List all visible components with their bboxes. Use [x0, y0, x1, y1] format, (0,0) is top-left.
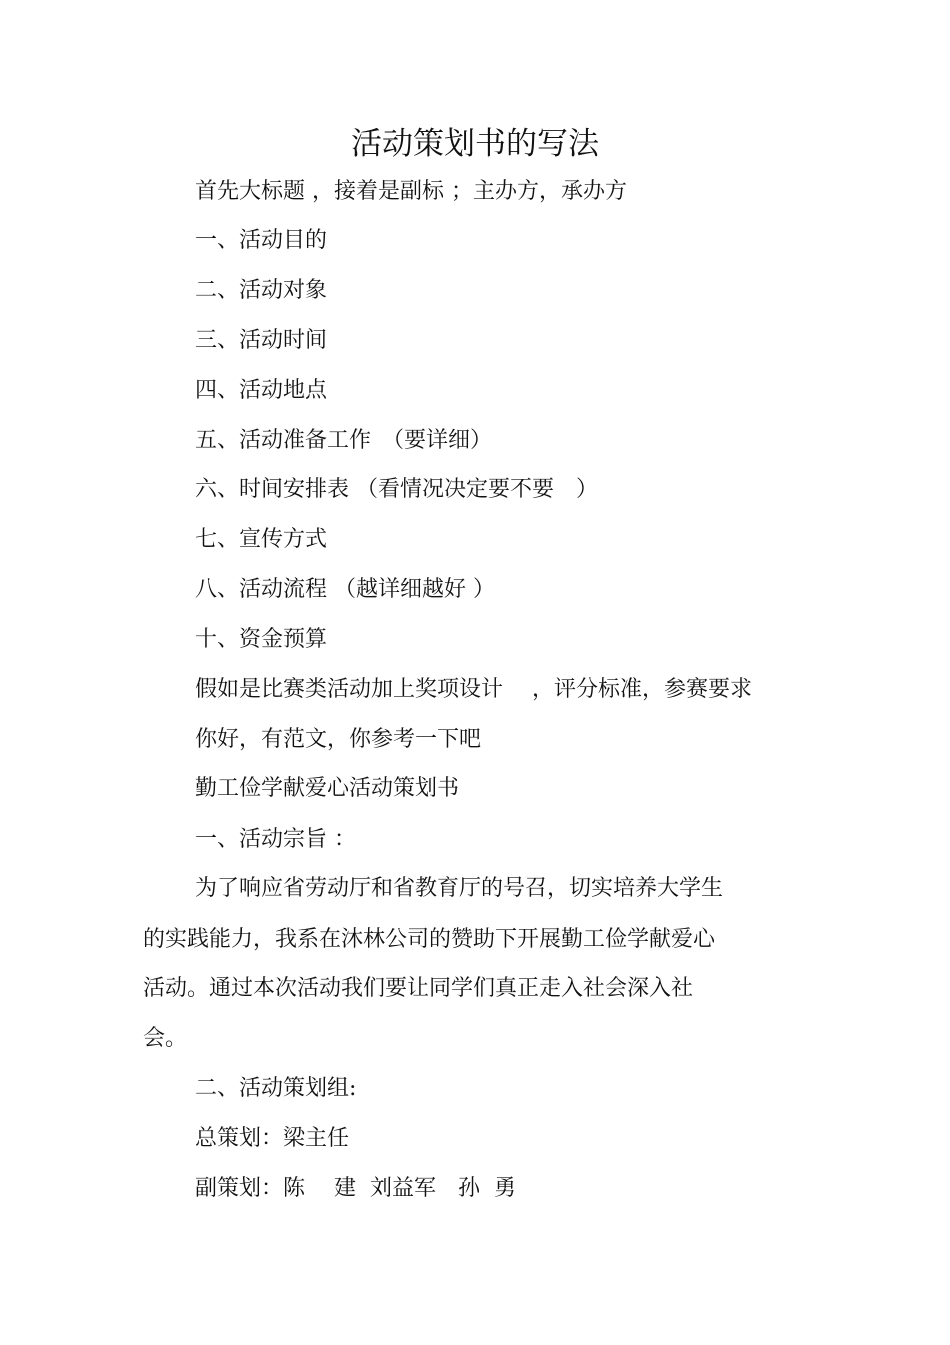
outline-item-4: 四、活动地点 [195, 378, 328, 403]
deputy-planner-line: 副策划：陈 建 刘益军 孙 勇 [195, 1176, 516, 1201]
sample-title: 勤工俭学献爱心活动策划书 [195, 776, 460, 801]
outline-item-10: 十、资金预算 [195, 627, 328, 652]
outline-item-5: 五、活动准备工作 （要详细） [195, 428, 493, 453]
outline-item-3: 三、活动时间 [195, 328, 328, 353]
paragraph-line: 活动。通过本次活动我们要让同学们真正走入社会深入社 [143, 976, 694, 1001]
paragraph-line: 为了响应省劳动厅和省教育厅的号召，切实培养大学生 [195, 876, 724, 901]
outline-item-6: 六、时间安排表 （看情况决定要不要 ） [195, 477, 598, 502]
competition-note: 假如是比赛类活动加上奖项设计 ，评分标准，参赛要求 [195, 677, 752, 702]
paragraph-line: 的实践能力，我系在沐林公司的赞助下开展勤工俭学献爱心 [143, 927, 716, 952]
section-heading-team: 二、活动策划组: [195, 1076, 357, 1101]
outline-item-2: 二、活动对象 [195, 278, 328, 303]
chief-planner-line: 总策划：梁主任 [195, 1126, 350, 1151]
document-title: 活动策划书的写法 [351, 126, 599, 162]
outline-item-8: 八、活动流程 （越详细越好 ） [195, 577, 495, 602]
section-heading-purpose: 一、活动宗旨 ： [195, 827, 356, 852]
reply-line: 你好，有范文，你参考一下吧 [195, 727, 482, 752]
outline-item-7: 七、宣传方式 [195, 527, 328, 552]
intro-line: 首先大标题 ，接着是副标 ；主办方，承办方 [195, 179, 627, 204]
paragraph-line: 会。 [143, 1026, 188, 1051]
outline-item-1: 一、活动目的 [195, 228, 328, 253]
